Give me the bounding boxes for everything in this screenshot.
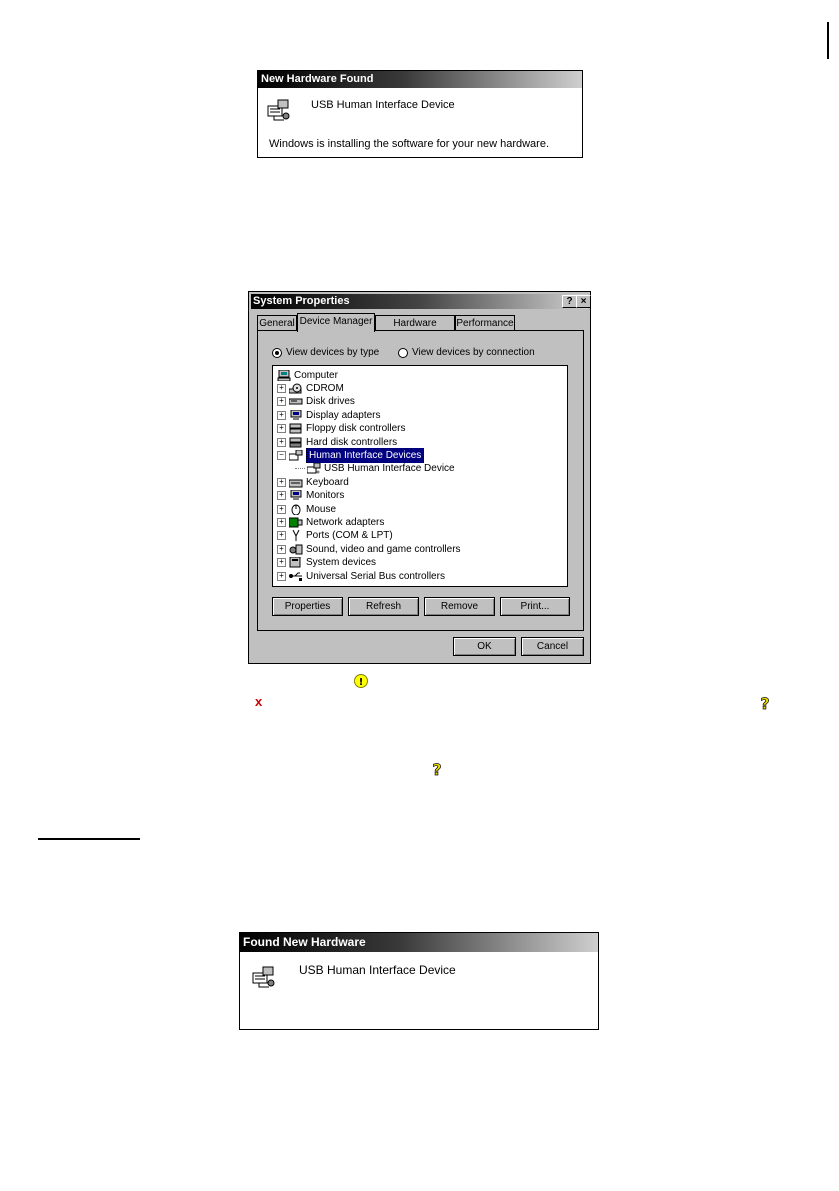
monitor-icon <box>289 410 303 421</box>
expand-icon[interactable]: + <box>277 411 286 420</box>
tree-item[interactable] <box>277 516 384 529</box>
x-mark-icon: x <box>255 694 263 709</box>
tree-item-label: Network adapters <box>306 517 385 528</box>
expand-icon[interactable]: + <box>277 424 286 433</box>
tree-connector <box>295 468 305 470</box>
monitor-icon <box>289 490 303 501</box>
tree-item[interactable] <box>277 489 344 502</box>
question-icon-2 <box>430 761 444 777</box>
port-icon <box>289 530 303 541</box>
expand-icon[interactable]: + <box>277 384 286 393</box>
tree-item[interactable] <box>277 422 405 435</box>
tree-item[interactable] <box>277 570 445 583</box>
tree-item-label: Keyboard <box>306 476 349 488</box>
expand-icon[interactable]: + <box>277 545 286 554</box>
popup-device-name: USB Human Interface Device <box>299 963 456 977</box>
cancel-button[interactable]: Cancel <box>521 637 584 656</box>
found-new-hardware-popup <box>239 932 599 1030</box>
page-edge-mark <box>827 22 829 59</box>
tree-item-label: Monitors <box>306 490 345 502</box>
view-by-connection-radio[interactable] <box>398 347 535 358</box>
print-button[interactable]: Print... <box>500 597 570 616</box>
hard-disk-controller-icon <box>289 437 303 448</box>
expand-icon[interactable]: + <box>277 505 286 514</box>
exclamation-icon <box>354 674 368 688</box>
tree-item-label: Display adapters <box>306 409 381 421</box>
mouse-icon <box>289 504 303 515</box>
device-manager-panel <box>257 330 584 631</box>
section-heading-underline <box>38 838 140 840</box>
popup-device-name: USB Human Interface Device <box>311 99 455 111</box>
tree-item-label: CDROM <box>306 383 344 394</box>
usb-icon <box>289 571 303 582</box>
expand-icon[interactable]: + <box>277 531 286 540</box>
hid-icon <box>289 450 303 461</box>
expand-icon[interactable]: + <box>277 572 286 581</box>
remove-button[interactable]: Remove <box>424 597 495 616</box>
system-device-icon <box>289 557 303 568</box>
dialog-title-bar <box>251 294 588 309</box>
disk-drive-icon <box>289 396 303 407</box>
collapse-icon[interactable]: − <box>277 451 286 460</box>
tree-item-label: Mouse <box>306 503 337 515</box>
computer-icon <box>277 370 291 381</box>
tab-general[interactable]: General <box>257 315 297 331</box>
keyboard-icon <box>289 477 303 488</box>
tree-item[interactable] <box>277 476 349 489</box>
tree-item[interactable] <box>277 529 393 542</box>
tree-item-label: Universal Serial Bus controllers <box>306 570 445 582</box>
system-properties-dialog <box>248 291 591 664</box>
network-adapter-icon <box>289 517 303 528</box>
question-glyph-2: ? <box>432 761 442 777</box>
view-by-type-label: View devices by type <box>286 347 380 358</box>
help-button[interactable]: ? <box>562 295 577 308</box>
tree-item-label: System devices <box>306 557 377 569</box>
popup-title: Found New Hardware <box>240 933 598 952</box>
tree-child-item[interactable] <box>295 462 455 475</box>
tab-performance[interactable]: Performance <box>455 315 515 331</box>
tree-item[interactable] <box>277 382 344 395</box>
device-tree[interactable] <box>272 365 568 587</box>
refresh-button[interactable]: Refresh <box>348 597 419 616</box>
radio-selected-icon <box>272 348 282 358</box>
question-icon <box>758 695 772 711</box>
expand-icon[interactable]: + <box>277 397 286 406</box>
new-hardware-found-popup <box>257 70 583 158</box>
tree-root-label: Computer <box>294 370 338 381</box>
tree-item[interactable] <box>277 436 397 449</box>
tree-item-label: Floppy disk controllers <box>306 423 406 435</box>
tree-item-label: Disk drives <box>306 396 355 408</box>
expand-icon[interactable]: + <box>277 438 286 447</box>
tab-hardware-profiles[interactable]: Hardware <box>375 315 455 331</box>
tree-item-label: Sound, video and game controllers <box>306 543 461 555</box>
tree-item[interactable] <box>277 409 380 422</box>
tree-item[interactable] <box>277 543 461 556</box>
expand-icon[interactable]: + <box>277 491 286 500</box>
expand-icon[interactable]: + <box>277 518 286 527</box>
tab-device-manager[interactable]: Device Manager <box>297 313 375 332</box>
dialog-title: System Properties <box>253 295 350 307</box>
tree-root[interactable] <box>277 369 338 382</box>
exclamation-glyph: ! <box>358 677 364 688</box>
popup-title: New Hardware Found <box>258 71 582 88</box>
cdrom-icon <box>289 383 303 394</box>
tree-item-label: Ports (COM & LPT) <box>306 530 393 542</box>
close-button[interactable]: × <box>576 295 591 308</box>
question-glyph: ? <box>760 695 770 711</box>
popup-message: Windows is installing the software for your new hardware. <box>269 138 550 150</box>
tree-item-label: USB Human Interface Device <box>324 463 455 475</box>
radio-unselected-icon <box>398 348 408 358</box>
properties-button[interactable]: Properties <box>272 597 343 616</box>
hid-device-icon <box>251 965 277 989</box>
hid-device-icon <box>266 98 292 122</box>
tree-item[interactable] <box>277 395 355 408</box>
tree-item[interactable] <box>277 449 424 462</box>
usb-hid-device-icon <box>307 463 321 474</box>
expand-icon[interactable]: + <box>277 478 286 487</box>
sound-icon <box>289 544 303 555</box>
tree-item-label: Human Interface Devices <box>306 448 424 463</box>
floppy-controller-icon <box>289 423 303 434</box>
ok-button[interactable]: OK <box>453 637 516 656</box>
tree-item[interactable] <box>277 556 376 569</box>
expand-icon[interactable]: + <box>277 558 286 567</box>
tree-item[interactable] <box>277 503 336 516</box>
view-by-connection-label: View devices by connection <box>412 347 535 358</box>
tree-item-label: Hard disk controllers <box>306 436 398 448</box>
view-by-type-radio[interactable] <box>272 347 379 358</box>
